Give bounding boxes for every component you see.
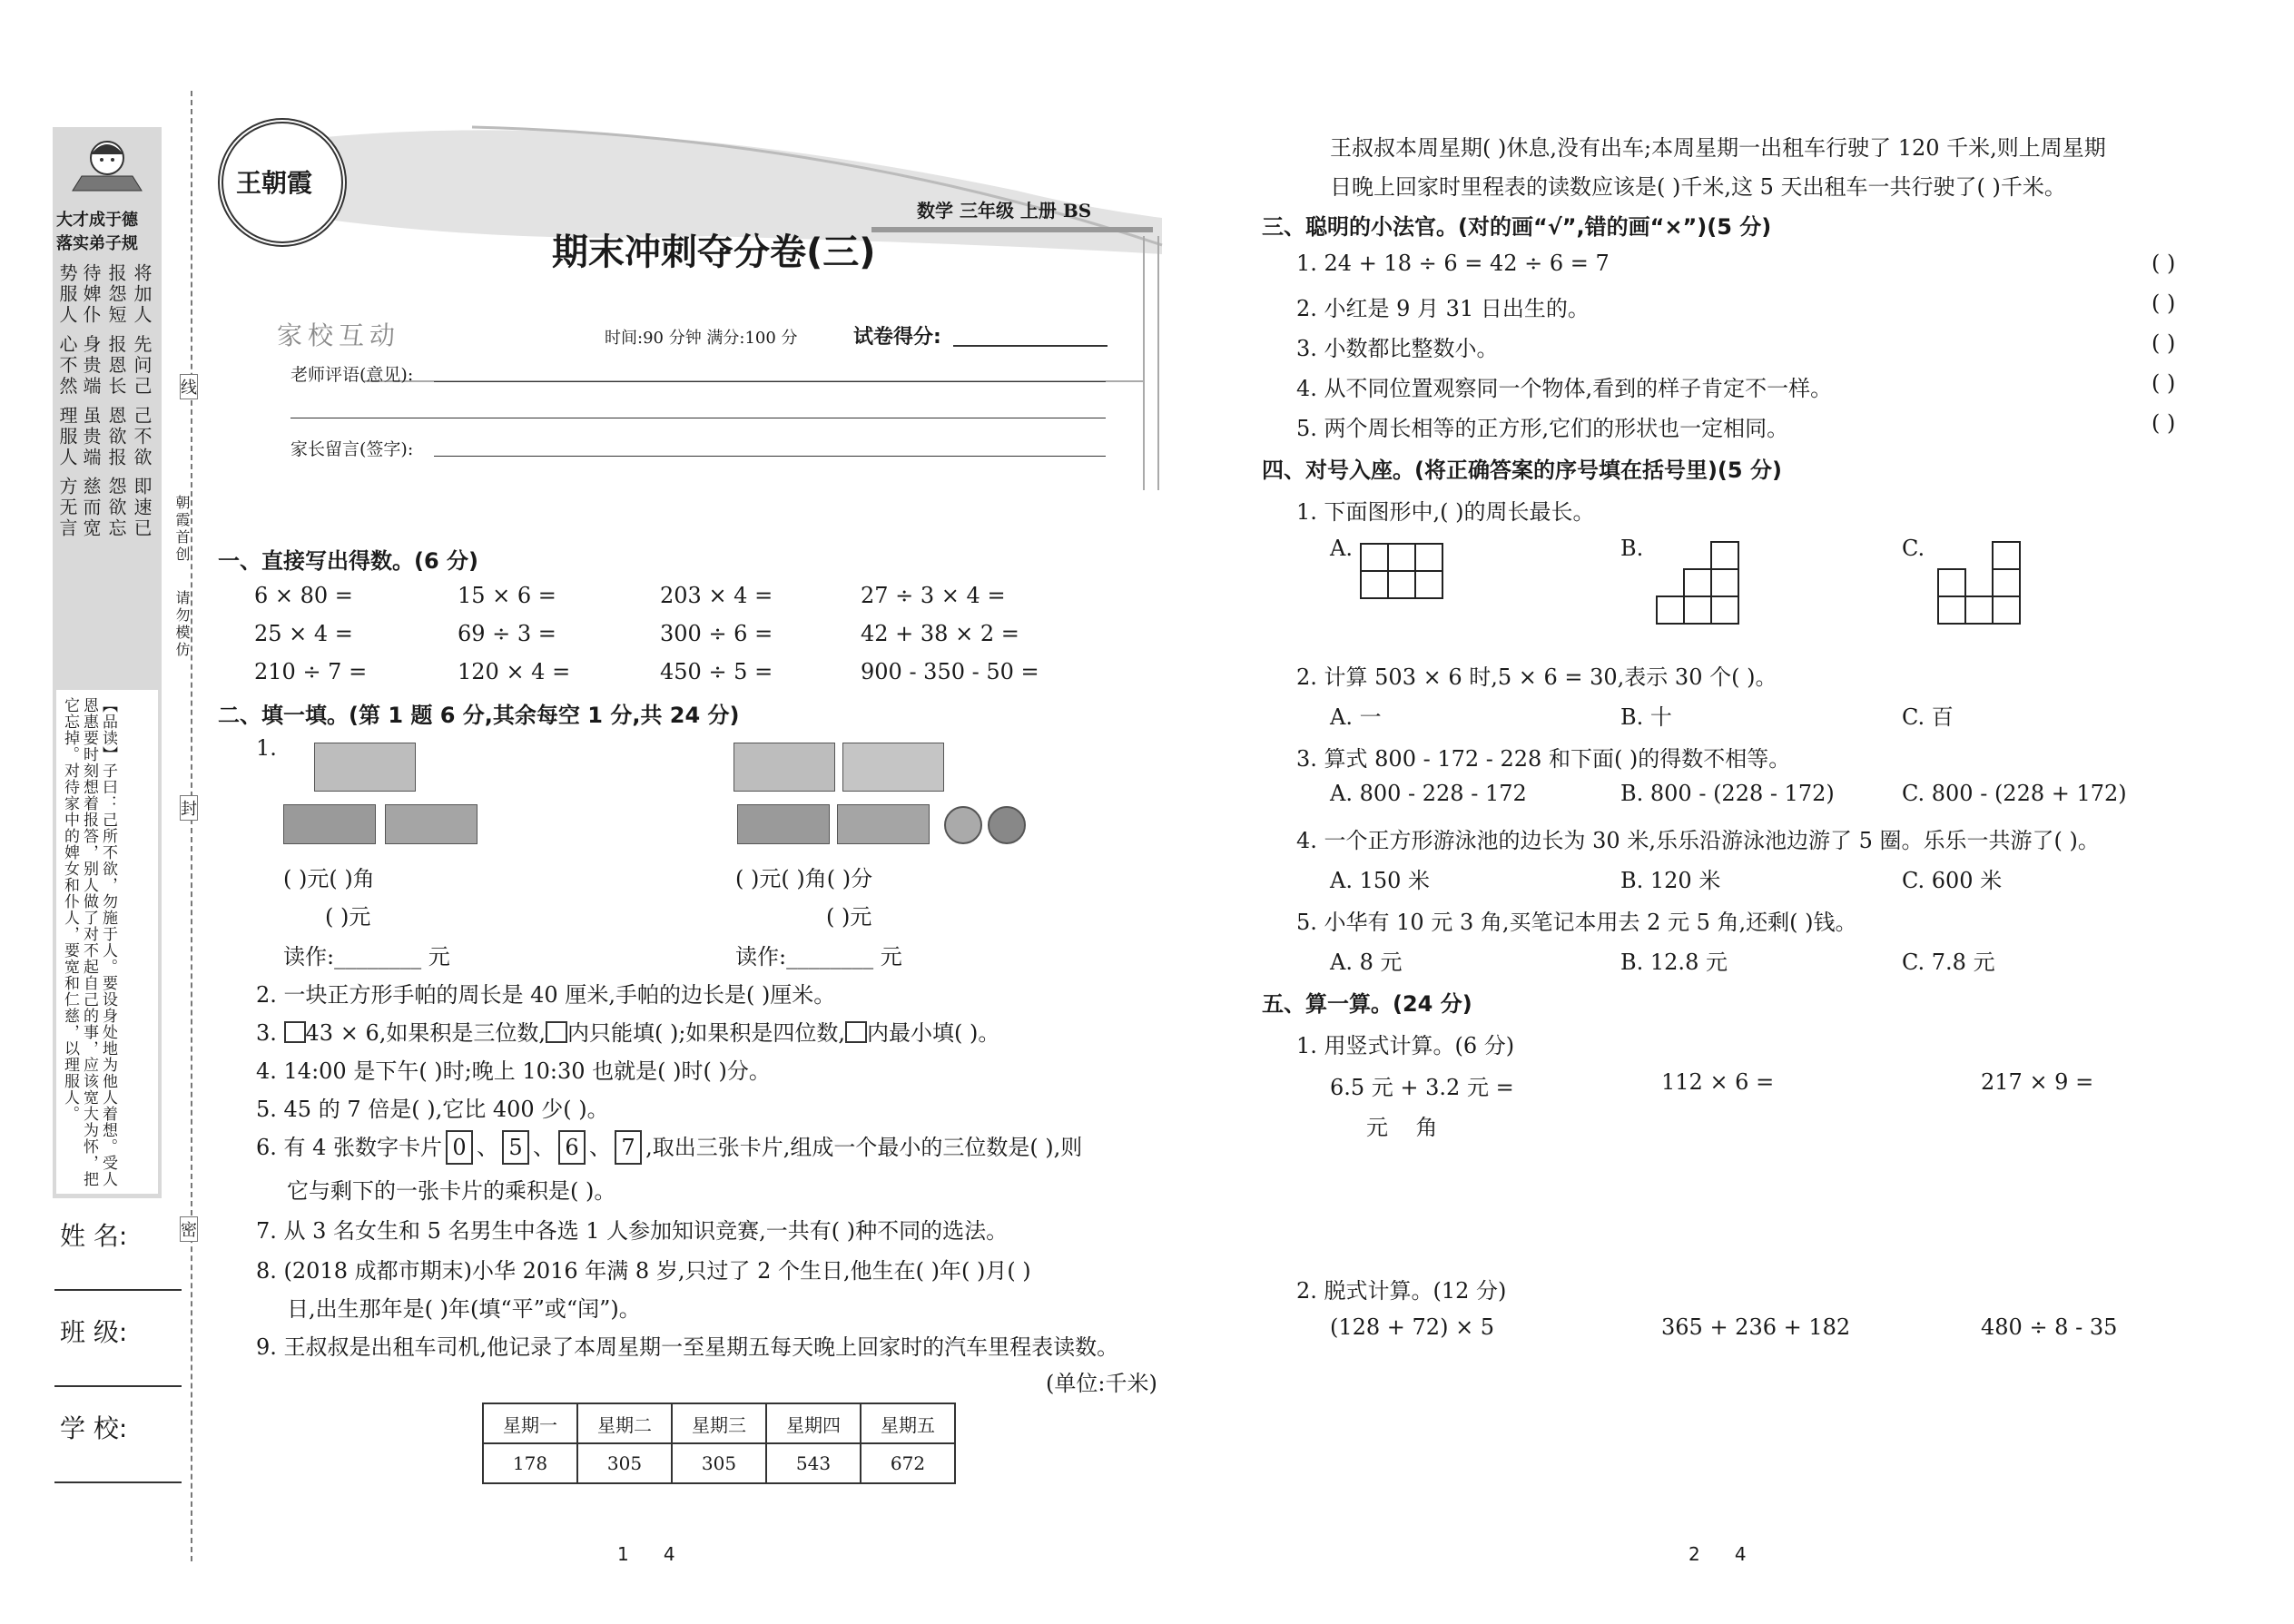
s4-q2: 2. 计算 503 × 6 时,5 × 6 = 30,表示 30 个( )。	[1296, 664, 1777, 690]
s2-q3-c: 内只能填( );如果积是四位数,	[566, 1020, 846, 1046]
table-header: 星期三	[672, 1403, 766, 1443]
poem-col-2: 报怨短 报恩长 恩欲报 怨欲忘	[105, 263, 127, 540]
copyright-2: 请勿模仿	[173, 590, 191, 659]
class-line	[54, 1385, 182, 1387]
square-box-icon	[845, 1021, 867, 1043]
s3-item-4: 4. 从不同位置观察同一个物体,看到的样子肯定不一样。	[1296, 376, 1833, 401]
parent-line	[434, 456, 1106, 457]
table-row	[483, 1403, 955, 1443]
class-label: 班 级:	[60, 1317, 128, 1347]
s2-q9-unit: (单位:千米)	[1046, 1371, 1157, 1396]
shape-a-grid	[1360, 543, 1445, 603]
s1-r2-c2: 69 ÷ 3 =	[458, 621, 556, 646]
motto-line-1: 大才成于德	[56, 211, 138, 230]
section-3-title: 三、聪明的小法官。(对的画“√”,错的画“×”)(5 分)	[1262, 214, 1772, 240]
s2-q1-num: 1.	[256, 735, 277, 761]
s2-q3-b: 43 × 6,如果积是三位数,	[305, 1020, 546, 1046]
s1-r2-c4: 42 + 38 × 2 =	[861, 621, 1019, 646]
square-box-icon	[546, 1021, 567, 1043]
s2-q7: 7. 从 3 名女生和 5 名男生中各选 1 人参加知识竞赛,一共有( )种不同的选法。	[256, 1218, 1009, 1244]
s5-q2-item-2: 365 + 236 + 182	[1661, 1314, 1851, 1340]
s1-r1-c3: 203 × 4 =	[660, 583, 773, 608]
s3-answer-5[interactable]: ( )	[2151, 410, 2176, 436]
s4-q2-opt-b: B. 十	[1620, 704, 1672, 730]
s4-q5-opt-b: B. 12.8 元	[1620, 950, 1728, 975]
mascot-icon	[64, 134, 151, 198]
s4-q1: 1. 下面图形中,( )的周长最长。	[1296, 499, 1595, 525]
money-a-line-1: ( )元( )角	[283, 866, 375, 891]
s2-q6-c: 它与剩下的一张卡片的乘积是( )。	[287, 1178, 616, 1204]
cut-mark-3: 密	[180, 1216, 198, 1242]
section-4-title: 四、对号入座。(将正确答案的序号填在括号里)(5 分)	[1262, 458, 1782, 483]
reading-text: 【品读】子曰：己所不欲，勿施于人。要设身处地为他人着想。受人恩惠要时刻想着报答，别人做了对不起自己的事，应该宽大为怀，把它忘掉。对待家中的婢女和仆人，要宽和仁慈，以理服人。	[61, 697, 117, 1187]
money-a-line-2: ( )元	[325, 904, 371, 930]
banknote-icon	[733, 743, 835, 792]
s3-item-3: 3. 小数都比整数小。	[1296, 336, 1499, 361]
banknote-icon	[837, 804, 930, 844]
banknote-icon	[385, 804, 478, 844]
s4-q3-opt-b: B. 800 - (228 - 172)	[1620, 781, 1835, 806]
s1-r3-c2: 120 × 4 =	[458, 659, 571, 684]
copyright-1: 朝霞首创	[173, 495, 191, 564]
s5-q1-unit: 元 角	[1366, 1115, 1438, 1140]
banknote-icon	[737, 804, 830, 844]
money-a-read: 读作:________ 元	[283, 944, 450, 969]
shape-label-c: C.	[1902, 536, 1925, 561]
footer-right: 2 4	[1689, 1543, 1747, 1565]
s5-q2-item-3: 480 ÷ 8 - 35	[1981, 1314, 2118, 1340]
s2-q6: 6. 有 4 张数字卡片 0 、 5 、 6 、 7 ,取出三张卡片,组成一个最小的三位数是( ),则	[256, 1129, 1082, 1165]
poem-col-1: 将加人 先问己 己不欲 即速已	[131, 263, 153, 540]
q9-continued-1: 王叔叔本周星期( )休息,没有出车;本周星期一出租车行驶了 120 千米,则上周星期	[1330, 135, 2106, 161]
number-card: 0	[446, 1130, 473, 1165]
table-header: 星期二	[577, 1403, 672, 1443]
s3-item-1: 1. 24 + 18 ÷ 6 = 42 ÷ 6 = 7	[1296, 251, 1610, 276]
s2-q8-b: 日,出生那年是( )年(填“平”或“闰”)。	[287, 1296, 641, 1322]
s5-q1-item-3: 217 × 9 =	[1981, 1069, 2094, 1095]
table-cell: 178	[483, 1443, 577, 1483]
s1-r1-c1: 6 × 80 =	[254, 583, 353, 608]
name-label: 姓 名:	[60, 1221, 128, 1251]
s5-q2: 2. 脱式计算。(12 分)	[1296, 1278, 1507, 1304]
s2-q6-a: 6. 有 4 张数字卡片	[256, 1135, 443, 1160]
s5-q2-item-1: (128 + 72) × 5	[1330, 1314, 1495, 1340]
s3-answer-1[interactable]: ( )	[2151, 251, 2176, 276]
s4-q5: 5. 小华有 10 元 3 角,买笔记本用去 2 元 5 角,还剩( )钱。	[1296, 910, 1857, 935]
table-cell: 305	[577, 1443, 672, 1483]
logo-badge	[218, 118, 347, 247]
s4-q4-opt-b: B. 120 米	[1620, 868, 1721, 893]
s2-q6-b: ,取出三张卡片,组成一个最小的三位数是( ),则	[645, 1135, 1083, 1160]
s3-item-2: 2. 小红是 9 月 31 日出生的。	[1296, 296, 1590, 321]
footer-left: 1 4	[617, 1543, 675, 1565]
teacher-comment-label: 老师评语(意见):	[290, 365, 414, 385]
s2-q3	[256, 1015, 999, 1047]
parent-message-label: 家长留言(签字):	[290, 439, 414, 459]
shape-label-b: B.	[1620, 536, 1644, 561]
time-info: 时间:90 分钟 满分:100 分	[605, 329, 798, 348]
s3-answer-3[interactable]: ( )	[2151, 330, 2176, 356]
s4-q5-opt-c: C. 7.8 元	[1902, 950, 1995, 975]
name-line	[54, 1289, 182, 1291]
page-title: 期末冲刺夺分卷(三)	[552, 231, 876, 273]
q9-continued-2: 日晚上回家时里程表的读数应该是( )千米,这 5 天出租车一共行驶了( )千米。	[1330, 174, 2066, 200]
score-label: 试卷得分:	[853, 326, 941, 349]
money-b-line-2: ( )元	[826, 904, 872, 930]
table-header: 星期一	[483, 1403, 577, 1443]
coin-icon	[944, 806, 982, 844]
money-b-read: 读作:________ 元	[735, 944, 902, 969]
table-header: 星期五	[861, 1403, 955, 1443]
poem-col-4: 势服人 心不然 理服人 方无言	[56, 263, 78, 540]
s1-r2-c3: 300 ÷ 6 =	[660, 621, 773, 646]
cut-mark-1: 线	[180, 374, 198, 399]
s5-q1: 1. 用竖式计算。(6 分)	[1296, 1033, 1515, 1058]
s1-r3-c3: 450 ÷ 5 =	[660, 659, 773, 684]
banknote-icon	[842, 743, 944, 792]
teacher-line-1	[434, 381, 1106, 382]
s1-r1-c2: 15 × 6 =	[458, 583, 556, 608]
coin-icon	[988, 806, 1026, 844]
number-card: 7	[615, 1130, 642, 1165]
table-row	[483, 1443, 955, 1483]
s4-q2-opt-c: C. 百	[1902, 704, 1954, 730]
school-label: 学 校:	[60, 1413, 128, 1443]
shape-label-a: A.	[1330, 536, 1353, 561]
section-2-title: 二、填一填。(第 1 题 6 分,其余每空 1 分,共 24 分)	[218, 703, 740, 728]
s4-q4: 4. 一个正方形游泳池的边长为 30 米,乐乐沿游泳池边游了 5 圈。乐乐一共游了( )。	[1296, 828, 2100, 853]
number-card: 6	[558, 1130, 586, 1165]
s2-q4: 4. 14:00 是下午( )时;晚上 10:30 也就是( )时( )分。	[256, 1058, 771, 1084]
s1-r3-c1: 210 ÷ 7 =	[254, 659, 368, 684]
s3-answer-2[interactable]: ( )	[2151, 290, 2176, 316]
number-card: 5	[502, 1130, 529, 1165]
s2-q5: 5. 45 的 7 倍是( ),它比 400 少( )。	[256, 1097, 609, 1122]
table-cell: 672	[861, 1443, 955, 1483]
s5-q1-item-1: 6.5 元 + 3.2 元 =	[1330, 1075, 1514, 1100]
score-line	[953, 345, 1108, 347]
s2-q3-d: 内最小填( )。	[867, 1020, 1000, 1046]
s4-q3: 3. 算式 800 - 172 - 228 和下面( )的得数不相等。	[1296, 746, 1791, 772]
s4-q4-opt-c: C. 600 米	[1902, 868, 2003, 893]
square-box-icon	[284, 1021, 306, 1043]
section-1-title: 一、直接写出得数。(6 分)	[218, 548, 478, 574]
s1-r2-c1: 25 × 4 =	[254, 621, 353, 646]
money-b-line-1: ( )元( )角( )分	[735, 866, 873, 891]
logo-text: 王朝霞	[236, 168, 313, 198]
s4-q4-opt-a: A. 150 米	[1330, 868, 1431, 893]
table-cell: 305	[672, 1443, 766, 1483]
s2-q8-a: 8. (2018 成都市期末)小华 2016 年满 8 岁,只过了 2 个生日,他生在( )年( )月( )	[256, 1258, 1031, 1284]
s2-q2: 2. 一块正方形手帕的周长是 40 厘米,手帕的边长是( )厘米。	[256, 982, 836, 1008]
table-cell: 543	[766, 1443, 861, 1483]
table-header: 星期四	[766, 1403, 861, 1443]
subject-label: 数学 三年级 上册 BS	[917, 200, 1092, 221]
s2-q9: 9. 王叔叔是出租车司机,他记录了本周星期一至星期五每天晚上回家时的汽车里程表读数。	[256, 1334, 1119, 1360]
motto-line-2: 落实弟子规	[56, 234, 138, 253]
s1-r1-c4: 27 ÷ 3 × 4 =	[861, 583, 1006, 608]
section-5-title: 五、算一算。(24 分)	[1262, 991, 1472, 1017]
s1-r3-c4: 900 - 350 - 50 =	[861, 659, 1039, 684]
s4-q5-opt-a: A. 8 元	[1330, 950, 1403, 975]
banknote-icon	[314, 743, 416, 792]
shape-c-figure	[1935, 541, 2023, 628]
poem-col-3: 待婢仆 身贵端 虽贵端 慈而宽	[80, 263, 102, 540]
school-line	[54, 1481, 182, 1483]
s4-q2-opt-a: A. 一	[1330, 704, 1382, 730]
s4-q3-opt-c: C. 800 - (228 + 172)	[1902, 781, 2127, 806]
s4-q3-opt-a: A. 800 - 228 - 172	[1330, 781, 1527, 806]
banknote-icon	[283, 804, 376, 844]
s3-item-5: 5. 两个周长相等的正方形,它们的形状也一定相同。	[1296, 416, 1789, 441]
cut-mark-2: 封	[180, 795, 198, 821]
home-school-label: 家校互动	[277, 320, 401, 350]
s5-q1-item-2: 112 × 6 =	[1661, 1069, 1775, 1095]
s2-q3-a: 3.	[256, 1020, 284, 1046]
s3-answer-4[interactable]: ( )	[2151, 370, 2176, 396]
shape-b-stair	[1654, 541, 1741, 628]
cut-line	[191, 91, 192, 1561]
mileage-table	[482, 1403, 956, 1484]
